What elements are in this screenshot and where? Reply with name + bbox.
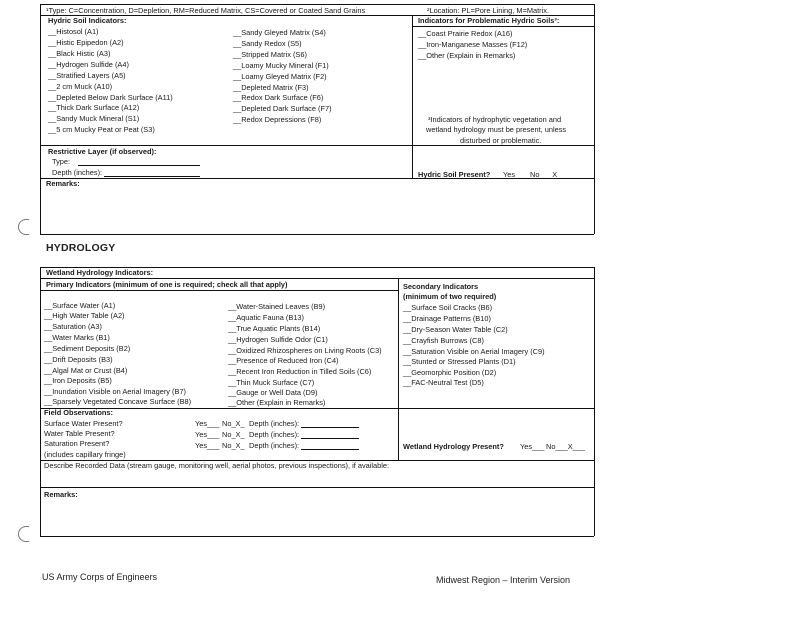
primary-indicator-item[interactable]: __High Water Table (A2) — [44, 311, 125, 320]
secondary-indicator-item[interactable]: __Geomorphic Position (D2) — [403, 368, 497, 377]
saturation-depth-field[interactable] — [301, 441, 359, 450]
soil-indicator-item[interactable]: __Sandy Redox (S5) — [233, 39, 302, 48]
soil-remarks-field[interactable] — [40, 188, 594, 233]
primary-indicator-item[interactable]: __Surface Water (A1) — [44, 301, 116, 310]
hydrology-remarks-label: Remarks: — [44, 490, 78, 499]
primary-indicator-item[interactable]: __Algal Mat or Crust (B4) — [44, 366, 128, 375]
primary-indicator-item[interactable]: __Thin Muck Surface (C7) — [228, 378, 315, 387]
primary-indicator-item[interactable]: __Gauge or Well Data (D9) — [228, 388, 318, 397]
water-table-depth-label: Depth (inches): — [249, 430, 300, 439]
secondary-indicator-item[interactable]: __Dry-Season Water Table (C2) — [403, 325, 508, 334]
primary-indicator-item[interactable]: __Water-Stained Leaves (B9) — [228, 302, 326, 311]
soil-indicator-item[interactable]: __2 cm Muck (A10) — [48, 82, 113, 91]
soil-indicator-item[interactable]: __Stripped Matrix (S6) — [233, 50, 307, 59]
soil-indicator-item[interactable]: __Black Histic (A3) — [48, 49, 111, 58]
secondary-indicator-item[interactable]: __Saturation Visible on Aerial Imagery (C9) — [403, 347, 545, 356]
surface-water-depth-field[interactable] — [301, 419, 359, 428]
hydric-yes-option[interactable]: Yes___ — [503, 170, 528, 179]
hydrology-remarks-field[interactable] — [40, 500, 594, 535]
hydrology-title: HYDROLOGY — [46, 242, 116, 254]
primary-indicator-item[interactable]: __Sparsely Vegetated Concave Surface (B8) — [44, 397, 192, 406]
primary-indicator-item[interactable]: __Aquatic Fauna (B13) — [228, 313, 305, 322]
capillary-note: (includes capillary fringe) — [44, 450, 126, 459]
primary-indicator-item[interactable]: __Drift Deposits (B3) — [44, 355, 113, 364]
problematic-indicator-item[interactable]: __Coast Prairie Redox (A16) — [418, 29, 513, 38]
hydric-no-checked[interactable]: __X__ — [544, 170, 566, 179]
restrictive-type-label: Type: — [52, 157, 71, 166]
primary-indicator-item[interactable]: __Presence of Reduced Iron (C4) — [228, 356, 339, 365]
soil-indicator-item[interactable]: __Depleted Dark Surface (F7) — [233, 104, 332, 113]
restrictive-depth-label: Depth (inches): — [52, 168, 103, 177]
primary-indicator-item[interactable]: __Water Marks (B1) — [44, 333, 110, 342]
secondary-indicator-item[interactable]: __Stunted or Stressed Plants (D1) — [403, 357, 516, 366]
soil-indicator-item[interactable]: __Thick Dark Surface (A12) — [48, 103, 140, 112]
footer-agency: US Army Corps of Engineers — [42, 572, 158, 582]
wetland-hydrology-present-label: Wetland Hydrology Present? — [403, 442, 504, 451]
soil-indicator-item[interactable]: __Hydrogen Sulfide (A4) — [48, 60, 129, 69]
soil-indicator-item[interactable]: __Depleted Matrix (F3) — [233, 83, 309, 92]
punch-hole-mark — [18, 526, 29, 542]
primary-indicator-item[interactable]: __Oxidized Rhizospheres on Living Roots (C3) — [228, 346, 382, 355]
soil-indicator-item[interactable]: __Depleted Below Dark Surface (A11) — [48, 93, 173, 102]
soil-indicator-item[interactable]: __Sandy Gleyed Matrix (S4) — [233, 28, 326, 37]
soil-remarks-label: Remarks: — [46, 179, 80, 188]
primary-indicator-item[interactable]: __Recent Iron Reduction in Tilled Soils (C6) — [228, 367, 372, 376]
soil-indicator-item[interactable]: __5 cm Mucky Peat or Peat (S3) — [48, 125, 155, 134]
saturation-no[interactable]: No_X_ — [222, 441, 245, 450]
primary-indicators-title: Primary Indicators (minimum of one is required; check all that apply) — [46, 280, 288, 289]
problematic-indicators-title: Indicators for Problematic Hydric Soils³: — [418, 16, 560, 25]
wetland-yes-option[interactable]: Yes___ — [520, 442, 545, 451]
hydrology-indicators-title: Wetland Hydrology Indicators: — [46, 268, 154, 277]
surface-water-no[interactable]: No_X_ — [222, 419, 245, 428]
location-footnote: ²Location: PL=Pore Lining, M=Matrix. — [427, 6, 550, 15]
footer-version: Midwest Region – Interim Version — [436, 575, 571, 585]
restrictive-type-field[interactable] — [78, 157, 200, 166]
saturation-label: Saturation Present? — [44, 439, 110, 448]
secondary-indicator-item[interactable]: __Crayfish Burrows (C8) — [403, 336, 484, 345]
primary-indicator-item[interactable]: __Iron Deposits (B5) — [44, 376, 112, 385]
soil-indicator-item[interactable]: __Redox Depressions (F8) — [233, 115, 322, 124]
soil-indicator-item[interactable]: __Loamy Mucky Mineral (F1) — [233, 61, 329, 70]
wetland-no-checked[interactable]: No___X___ — [546, 442, 586, 451]
recorded-data-field[interactable] — [40, 470, 594, 487]
secondary-indicator-item[interactable]: __FAC-Neutral Test (D5) — [403, 378, 484, 387]
soil-indicator-item[interactable]: __Stratified Layers (A5) — [48, 71, 126, 80]
hydric-soil-present-label: Hydric Soil Present? — [418, 170, 491, 179]
punch-hole-mark — [18, 219, 29, 235]
secondary-indicator-item[interactable]: __Drainage Patterns (B10) — [403, 314, 491, 323]
secondary-indicators-title: Secondary Indicators — [403, 282, 479, 291]
problematic-indicator-item[interactable]: __Iron-Manganese Masses (F12) — [418, 40, 528, 49]
water-table-label: Water Table Present? — [44, 429, 115, 438]
hydrophytic-note-line: ³Indicators of hydrophytic vegetation and — [428, 115, 562, 124]
restrictive-depth-field[interactable] — [104, 168, 200, 177]
soil-indicator-item[interactable]: __Redox Dark Surface (F6) — [233, 93, 324, 102]
hydrophytic-note-line: wetland hydrology must be present, unless — [426, 125, 567, 134]
surface-water-label: Surface Water Present? — [44, 419, 123, 428]
soil-indicator-item[interactable]: __Loamy Gleyed Matrix (F2) — [233, 72, 327, 81]
saturation-depth-label: Depth (inches): — [249, 441, 300, 450]
describe-recorded-data-label: Describe Recorded Data (stream gauge, monitoring well, aerial photos, previous inspections), if available: — [44, 461, 390, 470]
type-footnote: ¹Type: C=Concentration, D=Depletion, RM=Reduced Matrix, CS=Covered or Coated Sand Grains — [46, 6, 366, 15]
water-table-no[interactable]: No_X_ — [222, 430, 245, 439]
primary-indicator-item[interactable]: __Hydrogen Sulfide Odor (C1) — [228, 335, 328, 344]
water-table-yes[interactable]: Yes___ — [195, 430, 220, 439]
soil-indicator-item[interactable]: __Histic Epipedon (A2) — [48, 38, 124, 47]
field-observations-title: Field Observations: — [44, 408, 113, 417]
primary-indicator-item[interactable]: __Other (Explain in Remarks) — [228, 398, 326, 407]
surface-water-yes[interactable]: Yes___ — [195, 419, 220, 428]
hydric-indicators-title: Hydric Soil Indicators: — [48, 16, 127, 25]
primary-indicator-item[interactable]: __Sediment Deposits (B2) — [44, 344, 131, 353]
soil-indicator-item[interactable]: __Histosol (A1) — [48, 27, 99, 36]
primary-indicator-item[interactable]: __Saturation (A3) — [44, 322, 102, 331]
hydric-no-label: No — [530, 170, 540, 179]
soil-indicator-item[interactable]: __Sandy Muck Mineral (S1) — [48, 114, 140, 123]
primary-indicator-item[interactable]: __Inundation Visible on Aerial Imagery (B7) — [44, 387, 187, 396]
restrictive-layer-title: Restrictive Layer (if observed): — [48, 147, 157, 156]
primary-indicator-item[interactable]: __True Aquatic Plants (B14) — [228, 324, 321, 333]
water-table-depth-field[interactable] — [301, 430, 359, 439]
problematic-indicator-item[interactable]: __Other (Explain in Remarks) — [418, 51, 516, 60]
secondary-indicators-subtitle: (minimum of two required) — [403, 292, 497, 301]
hydrophytic-note-line: disturbed or problematic. — [460, 136, 542, 145]
secondary-indicator-item[interactable]: __Surface Soil Cracks (B6) — [403, 303, 493, 312]
saturation-yes[interactable]: Yes___ — [195, 441, 220, 450]
surface-water-depth-label: Depth (inches): — [249, 419, 300, 428]
